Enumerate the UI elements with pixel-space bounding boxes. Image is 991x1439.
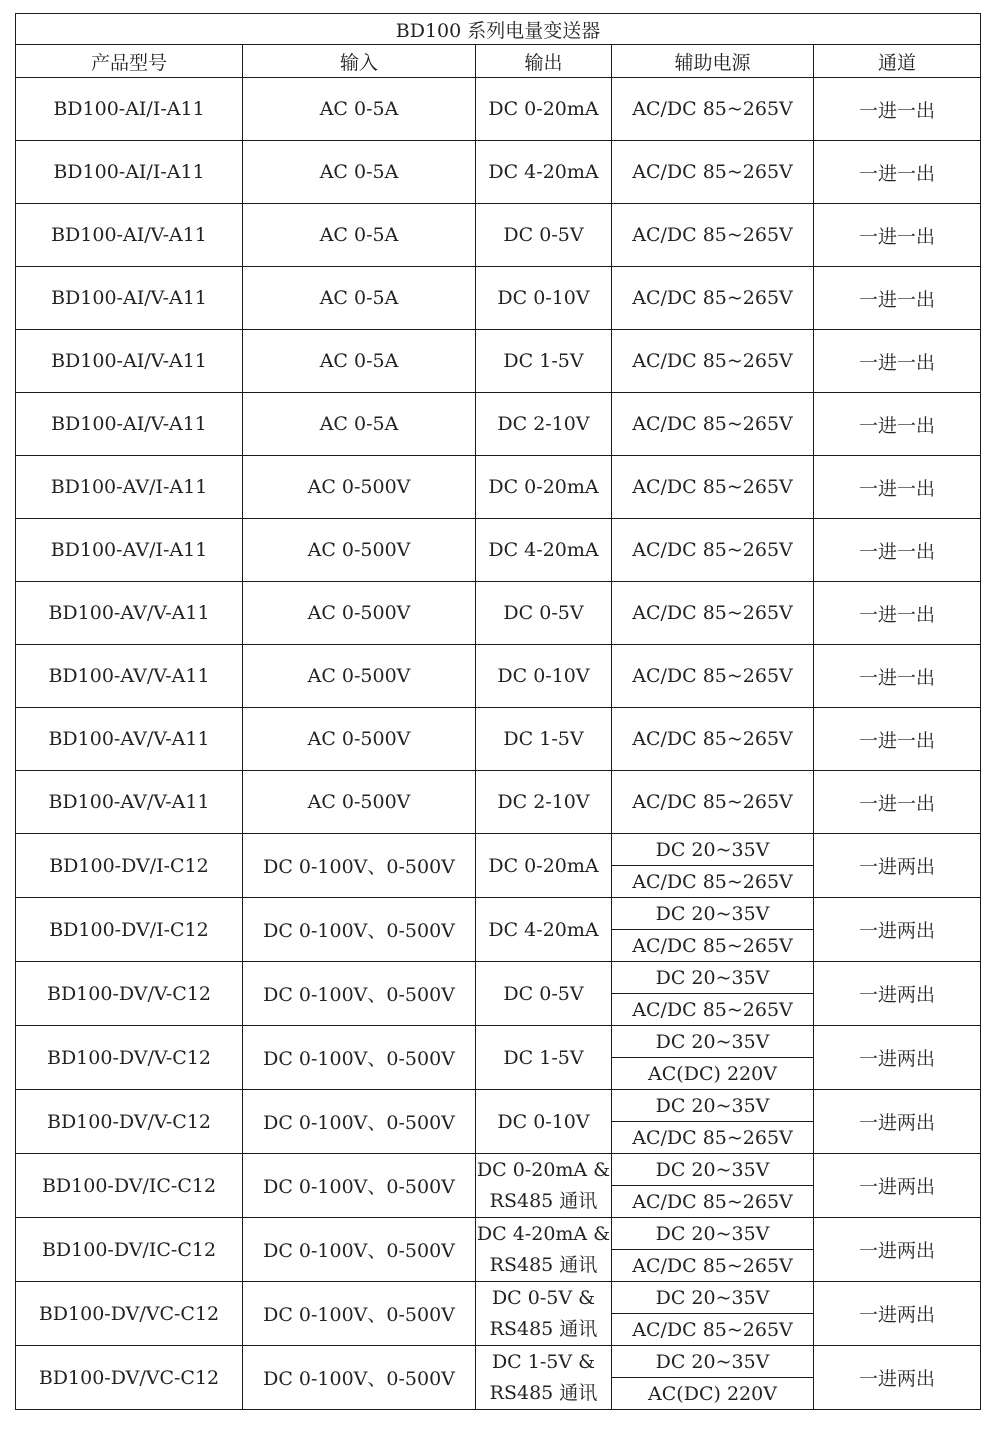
cell-output	[476, 141, 612, 204]
output-line: DC 1-5V	[503, 1046, 584, 1069]
table-title-row	[16, 14, 981, 45]
cell-power: AC/DC 85~265V	[612, 456, 814, 519]
cell-output	[476, 393, 612, 456]
table-row	[16, 898, 981, 930]
output-line: DC 0-20mA	[488, 854, 599, 877]
cell-model: BD100-AV/V-A11	[16, 582, 243, 645]
cell-model: BD100-AV/V-A11	[16, 771, 243, 834]
cell-input: DC 0-100V、0-500V	[243, 1090, 476, 1154]
header-input: 输入	[243, 45, 476, 78]
cell-power: AC/DC 85~265V	[612, 771, 814, 834]
cell-input: DC 0-100V、0-500V	[243, 1282, 476, 1346]
cell-model: BD100-AI/I-A11	[16, 78, 243, 141]
cell-model: BD100-AV/I-A11	[16, 519, 243, 582]
cell-output	[476, 204, 612, 267]
cell-model: BD100-DV/IC-C12	[16, 1154, 243, 1218]
cell-channel: 一进一出	[814, 582, 981, 645]
table-row	[16, 645, 981, 708]
cell-output	[476, 1346, 612, 1410]
cell-input: DC 0-100V、0-500V	[243, 834, 476, 898]
cell-power: DC 20~35V	[612, 898, 814, 930]
cell-channel: 一进一出	[814, 708, 981, 771]
table-row	[16, 267, 981, 330]
cell-output	[476, 1090, 612, 1154]
output-line: RS485 通讯	[489, 1317, 598, 1340]
cell-power: AC/DC 85~265V	[612, 393, 814, 456]
cell-model: BD100-DV/V-C12	[16, 962, 243, 1026]
cell-channel: 一进一出	[814, 393, 981, 456]
table-row	[16, 771, 981, 834]
cell-power: AC/DC 85~265V	[612, 866, 814, 898]
cell-output	[476, 267, 612, 330]
output-line: DC 0-10V	[497, 1110, 590, 1133]
output-line: DC 0-10V	[497, 287, 590, 309]
cell-output	[476, 582, 612, 645]
table-row	[16, 708, 981, 771]
cell-channel: 一进两出	[814, 962, 981, 1026]
cell-input: DC 0-100V、0-500V	[243, 1346, 476, 1410]
cell-output	[476, 1282, 612, 1346]
output-line: DC 0-10V	[497, 665, 590, 687]
output-line: DC 1-5V &	[491, 1350, 596, 1373]
cell-power: AC/DC 85~265V	[612, 78, 814, 141]
cell-power: AC/DC 85~265V	[612, 930, 814, 962]
cell-output	[476, 898, 612, 962]
table-row	[16, 519, 981, 582]
cell-channel: 一进一出	[814, 204, 981, 267]
cell-output	[476, 456, 612, 519]
table-row	[16, 330, 981, 393]
cell-output	[476, 771, 612, 834]
cell-input: AC 0-5A	[243, 267, 476, 330]
output-line: DC 2-10V	[497, 791, 590, 813]
cell-power: AC/DC 85~265V	[612, 582, 814, 645]
cell-power: AC/DC 85~265V	[612, 267, 814, 330]
cell-input: DC 0-100V、0-500V	[243, 898, 476, 962]
cell-power: AC/DC 85~265V	[612, 1314, 814, 1346]
output-line: DC 4-20mA	[488, 918, 599, 941]
cell-input: AC 0-500V	[243, 456, 476, 519]
cell-power: DC 20~35V	[612, 1026, 814, 1058]
cell-channel: 一进一出	[814, 141, 981, 204]
cell-model: BD100-AV/I-A11	[16, 456, 243, 519]
cell-output	[476, 330, 612, 393]
cell-power: AC/DC 85~265V	[612, 645, 814, 708]
header-channel: 通道	[814, 45, 981, 78]
cell-power: DC 20~35V	[612, 1090, 814, 1122]
cell-model: BD100-AI/V-A11	[16, 393, 243, 456]
cell-model: BD100-DV/VC-C12	[16, 1346, 243, 1410]
table-row	[16, 582, 981, 645]
cell-channel: 一进一出	[814, 456, 981, 519]
cell-input: AC 0-500V	[243, 771, 476, 834]
cell-power: DC 20~35V	[612, 1346, 814, 1378]
cell-input: AC 0-500V	[243, 708, 476, 771]
cell-output	[476, 834, 612, 898]
cell-power: AC(DC) 220V	[612, 1378, 814, 1410]
cell-output	[476, 1154, 612, 1218]
table-row	[16, 834, 981, 866]
output-line: RS485 通讯	[489, 1253, 598, 1276]
table-row	[16, 78, 981, 141]
output-line: DC 2-10V	[497, 413, 590, 435]
output-line: DC 0-5V	[503, 982, 584, 1005]
output-line: DC 0-20mA &	[476, 1158, 611, 1181]
cell-channel: 一进两出	[814, 1218, 981, 1282]
cell-input: DC 0-100V、0-500V	[243, 1218, 476, 1282]
cell-input: AC 0-5A	[243, 204, 476, 267]
cell-power: DC 20~35V	[612, 1282, 814, 1314]
cell-model: BD100-DV/I-C12	[16, 898, 243, 962]
cell-channel: 一进两出	[814, 1282, 981, 1346]
table-row	[16, 456, 981, 519]
cell-input: AC 0-5A	[243, 141, 476, 204]
table-row	[16, 204, 981, 267]
cell-power: DC 20~35V	[612, 1218, 814, 1250]
cell-power: DC 20~35V	[612, 1154, 814, 1186]
output-line: DC 0-5V	[503, 602, 584, 624]
output-line: RS485 通讯	[489, 1381, 598, 1404]
table-row	[16, 1026, 981, 1058]
cell-input: AC 0-500V	[243, 582, 476, 645]
output-line: DC 0-5V &	[491, 1286, 596, 1309]
cell-output	[476, 519, 612, 582]
cell-channel: 一进两出	[814, 1090, 981, 1154]
cell-model: BD100-AV/V-A11	[16, 645, 243, 708]
cell-channel: 一进两出	[814, 834, 981, 898]
cell-power: AC/DC 85~265V	[612, 1122, 814, 1154]
output-line: DC 0-20mA	[488, 476, 599, 498]
cell-power: AC/DC 85~265V	[612, 708, 814, 771]
table-row	[16, 141, 981, 204]
output-line: RS485 通讯	[489, 1189, 598, 1212]
cell-input: AC 0-5A	[243, 78, 476, 141]
cell-channel: 一进一出	[814, 78, 981, 141]
cell-model: BD100-AI/I-A11	[16, 141, 243, 204]
cell-channel: 一进两出	[814, 898, 981, 962]
table-row	[16, 1282, 981, 1314]
cell-channel: 一进两出	[814, 1346, 981, 1410]
cell-channel: 一进两出	[814, 1026, 981, 1090]
output-line: DC 1-5V	[503, 350, 584, 372]
table-body	[16, 78, 981, 1410]
cell-power: DC 20~35V	[612, 962, 814, 994]
cell-input: AC 0-5A	[243, 330, 476, 393]
cell-input: AC 0-500V	[243, 519, 476, 582]
cell-power: AC/DC 85~265V	[612, 1250, 814, 1282]
spec-table	[15, 13, 981, 1410]
output-line: DC 0-5V	[503, 224, 584, 246]
header-model: 产品型号	[16, 45, 243, 78]
cell-output	[476, 962, 612, 1026]
table-row	[16, 393, 981, 456]
output-line: DC 4-20mA	[488, 539, 599, 561]
cell-model: BD100-AV/V-A11	[16, 708, 243, 771]
cell-channel: 一进一出	[814, 330, 981, 393]
table-title: BD100 系列电量变送器	[16, 14, 981, 45]
cell-output	[476, 78, 612, 141]
cell-model: BD100-AI/V-A11	[16, 267, 243, 330]
cell-output	[476, 708, 612, 771]
table-row	[16, 1090, 981, 1122]
cell-power: AC/DC 85~265V	[612, 994, 814, 1026]
cell-power: AC(DC) 220V	[612, 1058, 814, 1090]
cell-output	[476, 645, 612, 708]
output-line: DC 1-5V	[503, 728, 584, 750]
cell-model: BD100-AI/V-A11	[16, 204, 243, 267]
cell-model: BD100-DV/V-C12	[16, 1026, 243, 1090]
output-line: DC 4-20mA	[488, 161, 599, 183]
cell-power: AC/DC 85~265V	[612, 1186, 814, 1218]
cell-power: AC/DC 85~265V	[612, 519, 814, 582]
cell-model: BD100-AI/V-A11	[16, 330, 243, 393]
cell-output	[476, 1026, 612, 1090]
cell-channel: 一进一出	[814, 267, 981, 330]
table-header-row	[16, 45, 981, 78]
cell-input: AC 0-5A	[243, 393, 476, 456]
cell-channel: 一进一出	[814, 519, 981, 582]
cell-model: BD100-DV/IC-C12	[16, 1218, 243, 1282]
cell-input: DC 0-100V、0-500V	[243, 962, 476, 1026]
cell-channel: 一进一出	[814, 771, 981, 834]
output-line: DC 0-20mA	[488, 98, 599, 120]
table-row	[16, 962, 981, 994]
output-line: DC 4-20mA &	[476, 1222, 611, 1245]
header-power: 辅助电源	[612, 45, 814, 78]
cell-power: DC 20~35V	[612, 834, 814, 866]
table-row	[16, 1154, 981, 1186]
cell-input: AC 0-500V	[243, 645, 476, 708]
table-row	[16, 1346, 981, 1378]
cell-channel: 一进两出	[814, 1154, 981, 1218]
cell-model: BD100-DV/V-C12	[16, 1090, 243, 1154]
cell-input: DC 0-100V、0-500V	[243, 1154, 476, 1218]
table-row	[16, 1218, 981, 1250]
cell-model: BD100-DV/VC-C12	[16, 1282, 243, 1346]
cell-model: BD100-DV/I-C12	[16, 834, 243, 898]
cell-input: DC 0-100V、0-500V	[243, 1026, 476, 1090]
cell-power: AC/DC 85~265V	[612, 330, 814, 393]
cell-channel: 一进一出	[814, 645, 981, 708]
header-output: 输出	[476, 45, 612, 78]
cell-power: AC/DC 85~265V	[612, 141, 814, 204]
cell-output	[476, 1218, 612, 1282]
cell-power: AC/DC 85~265V	[612, 204, 814, 267]
